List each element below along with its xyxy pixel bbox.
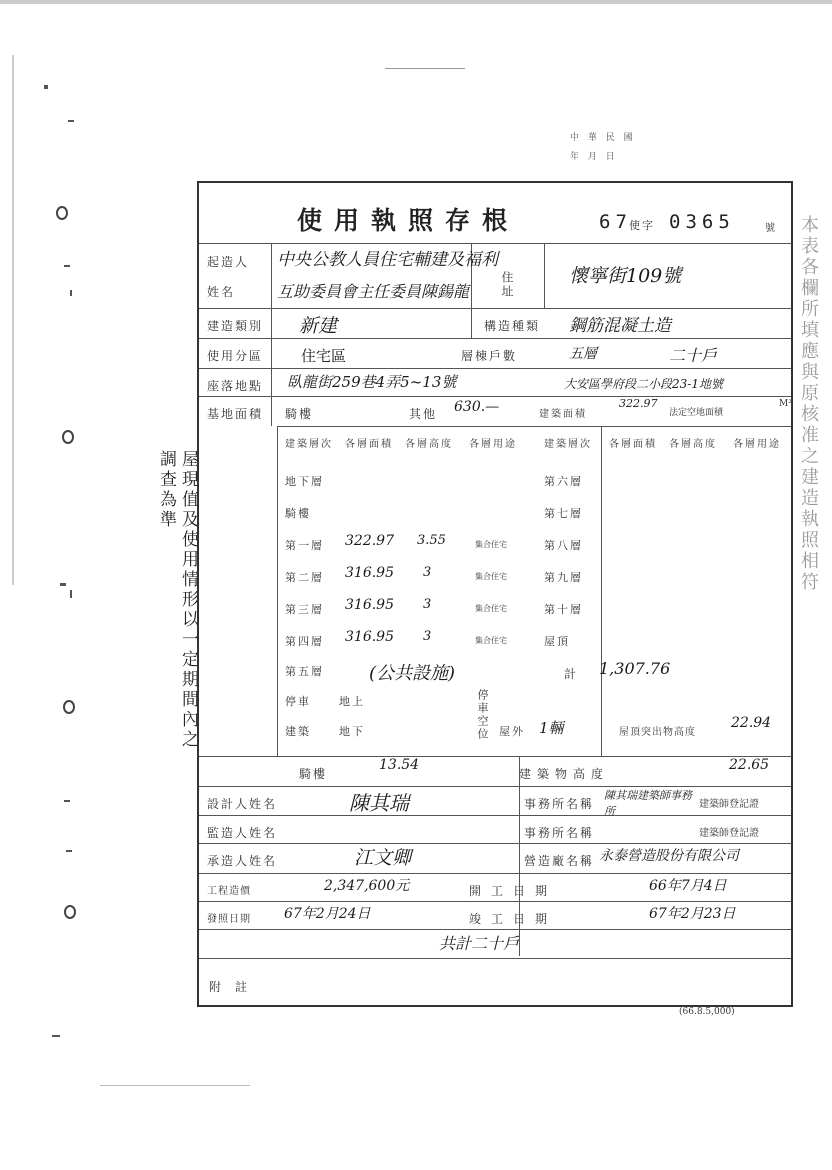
floor-height-3: 3 [423,597,432,612]
footer-code: (66.8.5,000) [679,1007,735,1017]
supervisor-label: 監造人姓名 [207,826,278,840]
households-value-2: 二十戶 [669,346,718,365]
finish-label: 竣工日期 [469,912,558,926]
floor-use-2: 集合住宅 [475,572,507,581]
floor-right-1: 第六層 [544,475,583,488]
floor-header-right-3: 各層高度 [669,439,717,450]
scan-speck [100,1085,250,1086]
scan-speck [52,1035,60,1037]
serial-number: 0365 [669,211,735,233]
floor-five-note: (公共設施) [369,663,456,684]
extra-row-value: 共計二十戶 [439,934,520,953]
floor-left-4: 第二層 [285,571,324,584]
designer-value: 陳其瑞 [349,791,409,815]
designer-label: 設計人姓名 [207,797,278,811]
floor-area-2: 316.95 [345,565,394,581]
use-zone-value: 住宅區 [301,347,347,365]
floor-right-4: 第九層 [544,571,583,584]
form-title: 使用執照存根 [297,206,520,235]
floor-right-2: 第七層 [544,507,583,520]
contractor-label: 承造人姓名 [207,854,278,868]
misc-left-2: 地上 [339,695,365,708]
land-value: 大安區學府段二小段23-1地號 [564,377,723,391]
binder-hole-icon [63,700,75,714]
floor-header-2: 各層面積 [345,439,393,450]
header-stamp [570,130,636,162]
scan-speck [70,290,72,296]
height-left-label: 騎樓 [299,767,328,781]
misc-right-label-2: 屋外 [499,725,525,738]
scan-speck [64,800,70,802]
floor-height-1: 3.55 [417,533,446,548]
total-value: 1,307.76 [599,659,671,678]
use-zone-label: 使用分區 [207,349,264,363]
floor-height-4: 3 [423,629,432,644]
land-area-value: 630.— [454,399,500,415]
floor-header-right-2: 各層面積 [609,439,657,450]
structure-label: 構造種類 [484,319,541,333]
misc-left-4: 地下 [339,725,365,738]
floor-left-6: 第四層 [285,635,324,648]
unit-m2: M² [779,399,792,409]
building-type-label: 建造類別 [207,319,264,333]
scan-speck [60,583,66,586]
binder-hole-icon [64,905,76,919]
builder-label: 起造人 [207,255,250,269]
area-sub-label: 騎樓 [285,407,314,421]
households-label: 層棟戶數 [461,349,518,363]
floor-header-3: 各層高度 [405,439,453,450]
floor-height-2: 3 [423,565,432,580]
misc-left-1: 停車 [285,695,311,708]
builder-value-2: 互助委員會主任委員陳鍚龍 [277,282,470,301]
top-height-value: 22.94 [731,715,772,731]
scan-speck [385,68,465,69]
scan-speck [64,265,70,267]
floor-left-1: 地下層 [285,475,324,488]
misc-right-label-1: 停車空位 [476,689,489,741]
floor-right-3: 第八層 [544,539,583,552]
issue-label: 發照日期 [207,914,251,925]
scan-speck [0,0,832,4]
floor-header-4: 各層用途 [469,439,517,450]
builder-name-label: 姓名 [207,285,236,299]
coverage-label: 法定空地面積 [669,408,724,418]
side-note-2: 本表各欄所填應與原核准之建造執照相符 [798,215,819,593]
top-height-label: 屋頂突出物高度 [619,727,696,738]
floor-left-2: 騎樓 [285,507,311,520]
finish-value: 67年2月23日 [649,906,736,922]
floor-right-6: 屋頂 [544,635,570,648]
serial-char: 使字 [629,219,655,232]
header-stamp-line-2: 年 月 日 [570,152,618,162]
area-label: 基地面積 [207,407,264,421]
designer-reg-label: 建築師登記證 [699,799,759,810]
scan-speck [66,850,72,852]
height-left-value: 13.54 [379,757,420,773]
floor-header-right-1: 建築層次 [544,439,592,450]
height-label: 建築物高度 [519,767,610,781]
license-form [197,181,793,1017]
header-stamp-line-1: 中 華 民 國 [570,133,636,143]
built-area-value: 322.97 [619,397,658,410]
binder-hole-icon [56,206,68,220]
floor-header-1: 建築層次 [285,439,333,450]
issue-value: 67年2月24日 [284,906,371,922]
builder-value: 中央公教人員住宅輔建及福利 [277,250,498,270]
building-type-value: 新建 [299,315,338,337]
floor-area-3: 316.95 [345,597,394,613]
scan-speck [44,85,48,89]
side-note: 屋現值及使用情形以一定期間內之調查為準 [156,450,198,750]
remarks-label: 附註 [209,980,262,994]
contractor-company-label: 營造廠名稱 [524,854,595,868]
address-value: 懷寧街109號 [569,265,682,287]
misc-left-3: 建築 [285,725,311,738]
floor-area-1: 322.97 [345,533,394,549]
misc-right-value: 1輛 [539,719,564,737]
built-area-label: 建築面積 [539,409,587,420]
start-value: 66年7月4日 [649,878,727,894]
floor-use-1: 集合住宅 [475,540,507,549]
cost-value: 2,347,600元 [324,878,410,894]
designer-office-value: 陳其瑞建築師事務所 [604,789,692,818]
floor-use-3: 集合住宅 [475,604,507,613]
scan-speck [12,55,14,585]
site-value: 臥龍街259巷4弄5~13號 [287,373,457,391]
serial-suffix: 號 [765,223,777,234]
contractor-company-value: 永泰營造股份有限公司 [599,848,739,864]
floor-right-5: 第十層 [544,603,583,616]
structure-value: 鋼筋混凝土造 [569,316,671,336]
floor-use-4: 集合住宅 [475,636,507,645]
supervisor-office-label: 事務所名稱 [524,826,595,840]
supervisor-reg-label: 建築師登記證 [699,828,759,839]
height-value: 22.65 [729,757,770,773]
binder-hole-icon [62,430,74,444]
floor-left-3: 第一層 [285,539,324,552]
area-sub-label-2: 其他 [409,407,438,421]
floor-left-5: 第三層 [285,603,324,616]
floor-header-right-4: 各層用途 [733,439,781,450]
households-value: 五層 [569,346,597,362]
floor-area-4: 316.95 [345,629,394,645]
contractor-value: 江文卿 [354,847,412,869]
cost-label: 工程造價 [207,886,251,897]
total-label: 計 [564,667,579,681]
floor-left-7: 第五層 [285,665,324,678]
scan-speck [68,120,74,122]
serial-prefix: 67 [599,211,632,233]
start-label: 開工日期 [469,884,558,898]
site-label: 座落地點 [207,379,264,393]
scan-speck [70,590,72,598]
designer-office-label: 事務所名稱 [524,797,595,811]
address-label: 住址 [500,271,514,299]
